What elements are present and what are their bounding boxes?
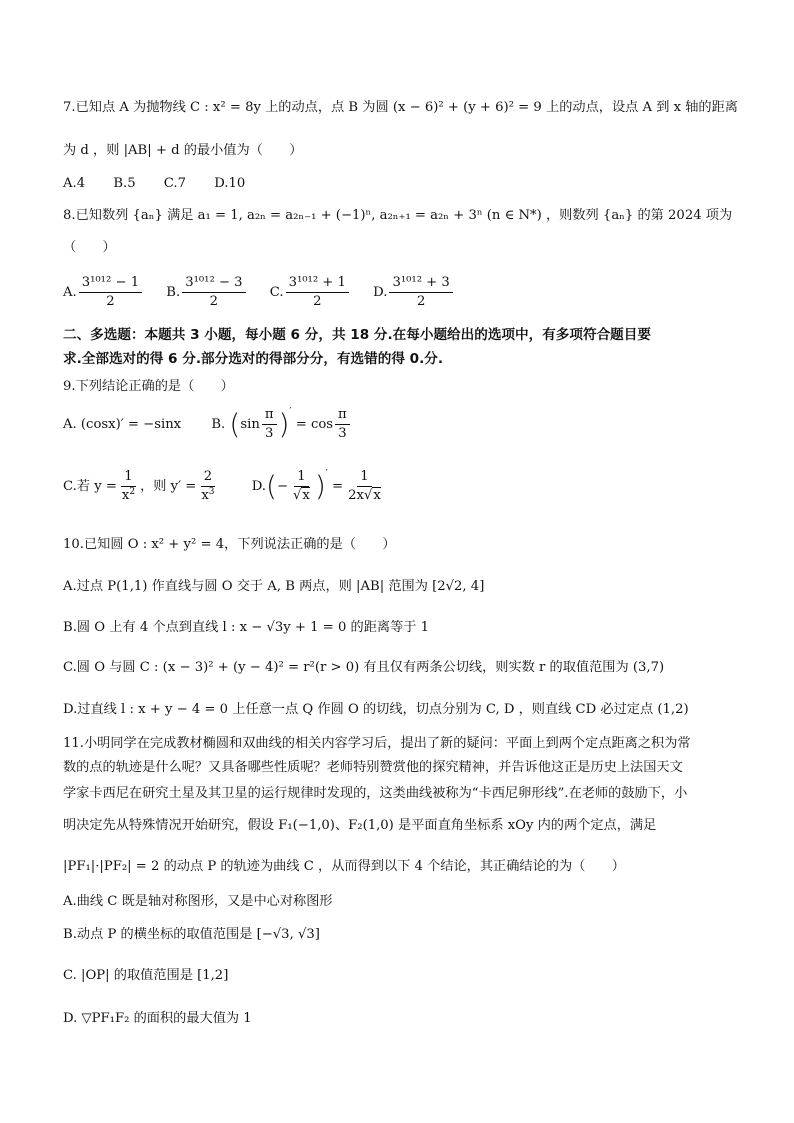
q11-option-c: C. |OP| 的取值范围是 [1,2]: [63, 968, 229, 983]
q7-option-a: A.4: [63, 176, 86, 191]
q8-option-a: A. $\frac{\text{3¹⁰¹² − 1}}{2}$: [63, 276, 144, 309]
q9-option-b: B. (sin $\frac{\pi}{3}$ )′ = cos $\frac{\pi}{3}$: [211, 408, 351, 441]
q9-option-d: D.(− $\frac{1}{√x}$ )′ = $\frac{1}{2x√x}$: [251, 469, 381, 503]
q11-option-a: A.曲线 C 既是轴对称图形，又是中心对称图形: [63, 894, 333, 909]
q7-option-b: B.5: [113, 176, 136, 191]
q7-options: [63, 177, 269, 190]
section-2-heading-line2: 求.全部选对的得 6 分.部分选对的得部分分，有选错的得 0.分.: [63, 351, 444, 367]
q9-options-ab: [63, 408, 352, 441]
q7-option-c: C.7: [163, 176, 186, 191]
q8-option-b: B. $\frac{\text{3¹⁰¹² − 3}}{2}$: [166, 276, 247, 309]
q8-option-d: D. $\frac{\text{3¹⁰¹² + 3}}{2}$: [373, 276, 455, 309]
q10-option-d: D.过直线 l : x + y − 4 = 0 上任意一点 Q 作圆 O 的切线，切点分别为 C, D ，则直线 CD 必过定点 (1,2): [63, 702, 689, 717]
q7-option-d: D.10: [214, 176, 246, 191]
q11-option-b: B.动点 P 的横坐标的取值范围是 [−√3, √3]: [63, 927, 320, 942]
q8-stem-line1: 8.已知数列 {aₙ} 满足 a₁ = 1, a₂ₙ = a₂ₙ₋₁ + (−1)ⁿ, a₂ₙ₊₁ = a₂ₙ + 3ⁿ (n ∈ N*) ，则数列 {aₙ} 的第 2024 项为: [63, 208, 733, 223]
q8-options: [63, 276, 479, 309]
q9-options-cd: [63, 470, 386, 503]
q11-stem-line2: 数的点的轨迹是什么呢？又具备哪些性质呢？老师特别赞赏他的探究精神，并告诉他这正是历史上法国天文: [63, 760, 683, 775]
q10-stem: 10.已知圆 O : x² + y² = 4，下列说法正确的是（ ）: [63, 537, 396, 552]
q10-option-a: A.过点 P(1,1) 作直线与圆 O 交于 A, B 两点，则 |AB| 范围为 [2√2, 4]: [63, 579, 485, 594]
q9-option-a: A. (cosx)′ = −sinx: [63, 416, 182, 432]
q10-option-b: B.圆 O 上有 4 个点到直线 l : x − √3y + 1 = 0 的距离等于 1: [63, 620, 430, 635]
q7-stem-line2: 为 d ，则 |AB| + d 的最小值为（ ）: [63, 143, 303, 158]
q7-stem-line1: 7.已知点 A 为抛物线 C : x² = 8y 上的动点，点 B 为圆 (x − 6)² + (y + 6)² = 9 上的动点，设点 A 到 x 轴的距离: [63, 100, 738, 115]
q11-option-d: D. ▽PF₁F₂ 的面积的最大值为 1: [63, 1011, 252, 1026]
q11-stem-line1: 11.小明同学在完成教材椭圆和双曲线的相关内容学习后，提出了新的疑问：平面上到两个定点距离之积为常: [63, 736, 691, 751]
q11-stem-line3: 学家卡西尼在研究土星及其卫星的运行规律时发现的，这类曲线被称为“卡西尼卵形线”.在老师的鼓励下，小: [63, 786, 688, 801]
q9-stem: 9.下列结论正确的是（ ）: [63, 379, 234, 394]
q8-option-c: C. $\frac{\text{3¹⁰¹² + 1}}{2}$: [270, 276, 351, 309]
q11-stem-line5: |PF₁|·|PF₂| = 2 的动点 P 的轨迹为曲线 C ，从而得到以下 4 个结论，其正确结论的为（ ）: [63, 859, 625, 874]
q8-stem-line2: （ ）: [63, 240, 116, 255]
q11-stem-line4: 明决定先从特殊情况开始研究，假设 F₁(−1,0)、F₂(1,0) 是平面直角坐标系 xOy 内的两个定点，满足: [63, 818, 657, 833]
q9-option-c: C.若 y = $\frac{1}{x^2}$ ，则 y′ = $\frac{2}{x^3}$: [63, 469, 215, 503]
q10-option-c: C.圆 O 与圆 C : (x − 3)² + (y − 4)² = r²(r > 0) 有且仅有两条公切线，则实数 r 的取值范围为 (3,7): [63, 660, 665, 675]
section-2-heading-line1: 二、多选题：本题共 3 小题，每小题 6 分，共 18 分.在每小题给出的选项中，有多项符合题目要: [63, 327, 651, 343]
